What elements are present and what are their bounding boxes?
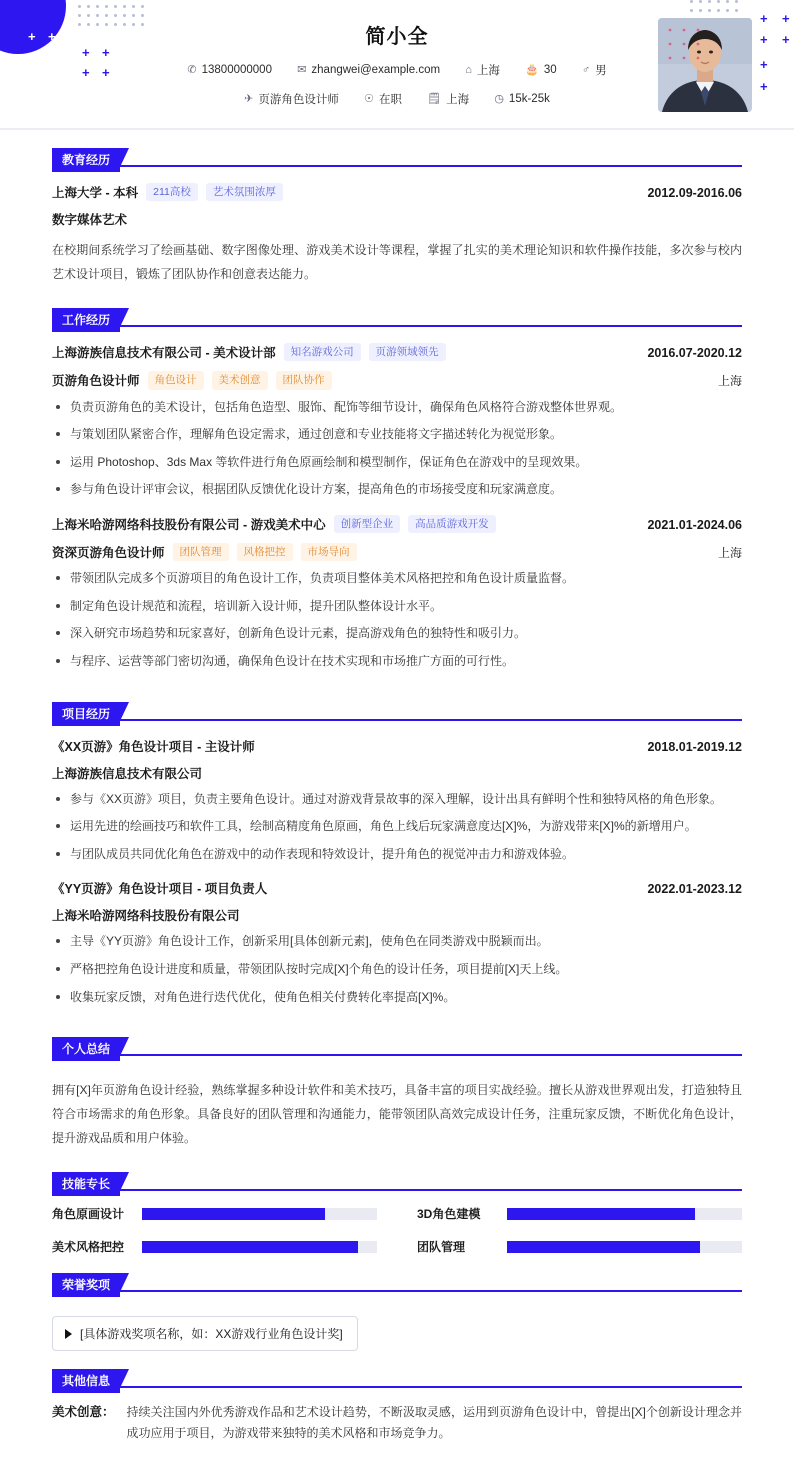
skill-bar <box>142 1208 377 1220</box>
list-item: 收集玩家反馈，对角色进行迭代优化，使角色相关付费转化率提高[X]%。 <box>52 988 742 1007</box>
home-icon: ⌂ <box>465 63 472 76</box>
salary-icon: ◷ <box>494 92 504 105</box>
section-header-other-info <box>52 1369 742 1388</box>
section-rule <box>52 719 742 721</box>
resume-header: + + + + + + + + + + + + + + 简小全 ✆ 13800000000 ✉ zhangwei@example.com ⌂ 上海 🎂 30 ♂ 男 ✈ 页游角色设计师 ☉ 在职 🗒 上海 ◷ 15k-25k <box>0 0 794 128</box>
avatar <box>658 18 752 112</box>
skill-bar-fill <box>142 1208 325 1220</box>
contact-position <box>244 91 339 107</box>
skill-item <box>52 1238 377 1255</box>
section-work <box>0 308 794 683</box>
education-school: 上海大学 - 本科 <box>52 186 139 201</box>
other-info-text: 持续关注国内外优秀游戏作品和艺术设计趋势，不断汲取灵感，运用到页游角色设计中，曾提出[X]个创新设计理念并成功应用于项目，为游戏带来独特的美术风格和市场竞争力。 <box>126 1405 742 1440</box>
education-major: 数字媒体艺术 <box>52 213 128 228</box>
list-item: 带领团队完成多个页游项目的角色设计工作，负责项目整体美术风格把控和角色设计质量监督。 <box>52 569 742 588</box>
contact-salary <box>494 93 550 105</box>
skill-name: 美术风格把控 <box>52 1240 125 1255</box>
project-item-headline <box>52 737 742 755</box>
list-item: 与策划团队紧密合作，理解角色设定需求，通过创意和专业技能将文字描述转化为视觉形象。 <box>52 425 742 444</box>
skill-item <box>417 1238 742 1255</box>
work-company: 上海米哈游网络科技股份有限公司 - 游戏美术中心 <box>52 517 326 532</box>
section-title-work: 工作经历 <box>52 308 120 332</box>
contact-age <box>525 64 557 76</box>
work-role-chip-3: 市场导向 <box>301 543 357 561</box>
project-name: 《YY页游》角色设计项目 - 项目负责人 <box>52 882 268 897</box>
section-skills <box>0 1172 794 1255</box>
contact-email <box>297 64 440 76</box>
skill-item <box>52 1205 377 1222</box>
work-item-headline <box>52 343 742 361</box>
skills-grid <box>52 1205 742 1255</box>
education-body <box>52 177 742 290</box>
section-education <box>0 148 794 290</box>
section-header-honors <box>52 1273 742 1292</box>
work-item-role-row <box>52 543 742 561</box>
contact-phone-value: 13800000000 <box>201 64 272 76</box>
section-summary <box>0 1037 794 1154</box>
honor-item[interactable] <box>52 1316 358 1351</box>
cake-icon: 🎂 <box>525 63 539 76</box>
section-header-work <box>52 308 742 327</box>
project-date: 2018.01-2019.12 <box>647 739 742 754</box>
project-bullet-list <box>52 932 742 1006</box>
project-item-headline <box>52 879 742 897</box>
section-rule <box>52 165 742 167</box>
work-item-role-row <box>52 371 742 389</box>
section-title-projects: 项目经历 <box>52 702 120 726</box>
section-title-skills: 技能专长 <box>52 1172 120 1196</box>
contact-gender <box>582 62 607 78</box>
work-role-chip-2: 风格把控 <box>237 543 293 561</box>
work-role-chip-3: 团队协作 <box>276 371 332 389</box>
gender-icon: ♂ <box>581 63 591 76</box>
education-chip-2: 艺术氛围浓厚 <box>206 183 283 201</box>
contact-age-value: 30 <box>543 64 557 76</box>
project-company: 上海游族信息技术有限公司 <box>52 766 203 781</box>
section-title-other-info: 其他信息 <box>52 1369 120 1393</box>
header-divider <box>0 128 794 130</box>
list-item: 制定角色设计规范和流程，培训新入设计师，提升团队整体设计水平。 <box>52 597 742 616</box>
education-description: 在校期间系统学习了绘画基础、数字图像处理、游戏美术设计等课程，掌握了扎实的美术理论知识和软件操作技能，多次参与校内艺术设计项目，锻炼了团队协作和创意表达能力。 <box>52 243 742 282</box>
projects-body <box>52 731 742 1020</box>
project-name: 《XX页游》角色设计项目 - 主设计师 <box>52 739 255 754</box>
phone-icon: ✆ <box>187 63 197 76</box>
work-chip-2: 页游领域领先 <box>369 343 446 361</box>
work-role: 资深页游角色设计师 <box>52 546 165 561</box>
contact-position-value: 页游角色设计师 <box>258 94 339 106</box>
list-item: 负责页游角色的美术设计，包括角色造型、服饰、配饰等细节设计，确保角色风格符合游戏整体世界观。 <box>52 398 742 417</box>
page-title: 简小全 <box>365 26 429 48</box>
briefcase-icon: ✈ <box>244 92 254 105</box>
contact-location-value: 上海 <box>446 94 470 106</box>
work-role-chip-2: 美术创意 <box>212 371 268 389</box>
section-rule <box>52 1386 742 1388</box>
project-company: 上海米哈游网络科技股份有限公司 <box>52 909 240 924</box>
section-title-summary: 个人总结 <box>52 1037 120 1061</box>
mail-icon: ✉ <box>297 63 307 76</box>
education-chip-1: 211高校 <box>146 183 198 201</box>
honor-label: [具体游戏奖项名称，如：XX游戏行业角色设计奖] <box>80 1327 343 1342</box>
work-role-chip-1: 团队管理 <box>173 543 229 561</box>
work-company: 上海游族信息技术有限公司 - 美术设计部 <box>52 346 276 361</box>
section-other-info <box>0 1369 794 1459</box>
work-role-chip-1: 角色设计 <box>148 371 204 389</box>
list-item: 参与角色设计评审会议，根据团队反馈优化设计方案，提高角色的市场接受度和玩家满意度。 <box>52 480 742 499</box>
contact-status <box>364 91 402 107</box>
list-item: 严格把控角色设计进度和质量，带领团队按时完成[X]个角色的设计任务，项目提前[X]天上线。 <box>52 960 742 979</box>
contact-city <box>465 62 500 78</box>
skill-bar <box>507 1208 742 1220</box>
list-item: 与团队成员共同优化角色在游戏中的动作表现和特效设计，提升角色的视觉冲击力和游戏体验。 <box>52 845 742 864</box>
list-item: 深入研究市场趋势和玩家喜好，创新角色设计元素，提高游戏角色的独特性和吸引力。 <box>52 624 742 643</box>
section-rule <box>52 1290 742 1292</box>
education-date: 2012.09-2016.06 <box>647 186 742 201</box>
section-header-skills <box>52 1172 742 1191</box>
skill-item <box>417 1205 742 1222</box>
skill-name: 团队管理 <box>417 1240 466 1255</box>
work-chip-2: 高品质游戏开发 <box>408 515 496 533</box>
project-item <box>52 737 742 864</box>
section-header-education <box>52 148 742 167</box>
section-rule <box>52 325 742 327</box>
list-item: 运用 Photoshop、3ds Max 等软件进行角色原画绘制和模型制作，保证角色在游戏中的呈现效果。 <box>52 453 742 472</box>
work-place: 上海 <box>717 374 742 389</box>
section-header-projects <box>52 702 742 721</box>
work-role: 页游角色设计师 <box>52 374 140 389</box>
section-projects <box>0 702 794 1020</box>
list-item: 参与《XX页游》项目，负责主要角色设计。通过对游戏背景故事的深入理解，设计出具有鲜明个性和独特风格的角色形象。 <box>52 790 742 809</box>
contact-phone <box>187 64 272 76</box>
education-item-headline <box>52 183 742 201</box>
work-item <box>52 515 742 671</box>
work-bullet-list <box>52 398 742 499</box>
skill-bar <box>142 1241 377 1253</box>
skill-bar-fill <box>507 1208 695 1220</box>
other-info-item <box>52 1402 742 1443</box>
summary-text: 拥有[X]年页游角色设计经验，熟练掌握多种设计软件和美术技巧，具备丰富的项目实战经验。擅长从游戏世界观出发，打造独特且符合市场需求的角色形象。具备良好的团队管理和沟通能力，能带领团队高效完成设计任务，注重玩家反馈，不断优化角色设计，提升游戏品质和用户体验。 <box>52 1083 742 1146</box>
skill-name: 3D角色建模 <box>417 1207 481 1222</box>
other-info-label: 美术创意： <box>52 1405 115 1420</box>
section-header-summary <box>52 1037 742 1056</box>
contact-city-value: 上海 <box>476 65 500 77</box>
list-item: 运用先进的绘画技巧和软件工具，绘制高精度角色原画，角色上线后玩家满意度达[X]%，为游戏带来[X]%的新增用户。 <box>52 817 742 836</box>
location-icon: 🗒 <box>427 92 442 105</box>
project-bullet-list <box>52 790 742 864</box>
work-bullet-list <box>52 569 742 670</box>
section-title-education: 教育经历 <box>52 148 120 172</box>
work-date: 2021.01-2024.06 <box>647 517 742 532</box>
skill-bar <box>507 1241 742 1253</box>
work-body <box>52 337 742 683</box>
project-item <box>52 879 742 1006</box>
summary-body <box>52 1066 742 1154</box>
work-place: 上海 <box>717 546 742 561</box>
work-item <box>52 343 742 499</box>
play-triangle-icon <box>65 1329 72 1339</box>
skill-name: 角色原画设计 <box>52 1207 125 1222</box>
section-title-honors: 荣誉奖项 <box>52 1273 120 1297</box>
education-item <box>52 183 742 286</box>
work-chip-1: 知名游戏公司 <box>284 343 361 361</box>
status-icon: ☉ <box>364 92 374 105</box>
work-date: 2016.07-2020.12 <box>647 346 742 361</box>
list-item: 主导《YY页游》角色设计工作，创新采用[具体创新元素]，使角色在同类游戏中脱颖而出。 <box>52 932 742 951</box>
project-date: 2022.01-2023.12 <box>647 882 742 897</box>
contact-status-value: 在职 <box>378 94 402 106</box>
contact-email-value: zhangwei@example.com <box>311 64 441 76</box>
contact-gender-value: 男 <box>595 65 607 77</box>
work-chip-1: 创新型企业 <box>334 515 401 533</box>
section-honors <box>0 1273 794 1351</box>
contact-location <box>427 91 469 107</box>
contact-salary-value: 15k-25k <box>508 93 550 105</box>
section-rule <box>52 1189 742 1191</box>
work-item-headline <box>52 515 742 533</box>
section-rule <box>52 1054 742 1056</box>
skill-bar-fill <box>142 1241 358 1253</box>
skill-bar-fill <box>507 1241 700 1253</box>
list-item: 与程序、运营等部门密切沟通，确保角色设计在技术实现和市场推广方面的可行性。 <box>52 652 742 671</box>
